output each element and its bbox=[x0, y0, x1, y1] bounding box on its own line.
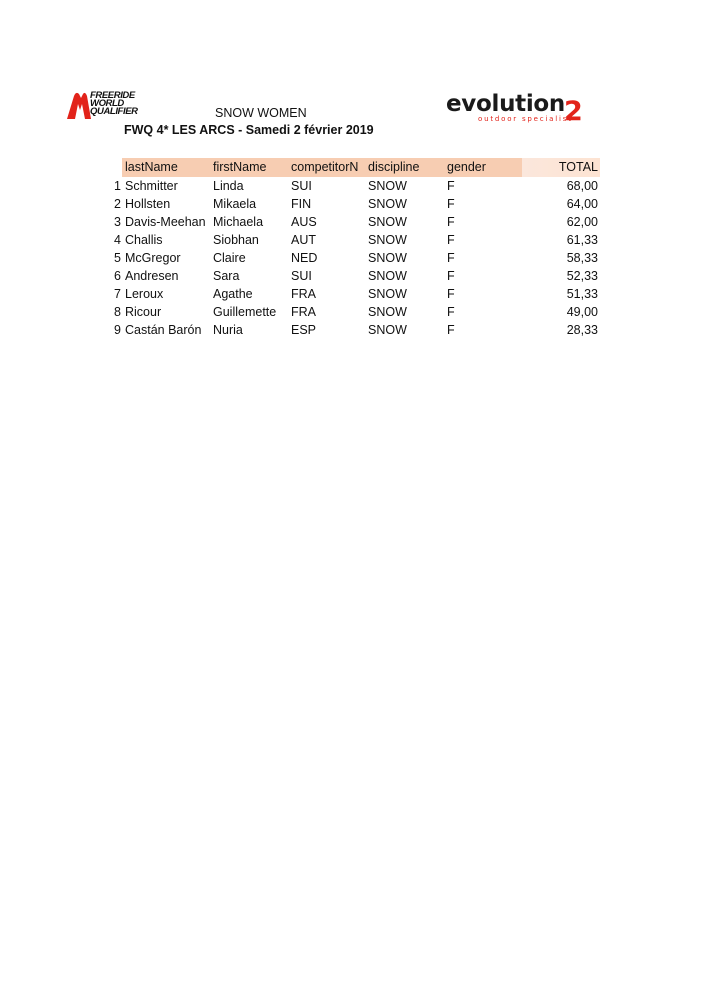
table-row bbox=[108, 177, 600, 195]
table-body bbox=[108, 177, 600, 339]
discipline-cell: SNOW bbox=[368, 197, 407, 211]
table-row bbox=[108, 303, 600, 321]
total-cell: 51,33 bbox=[566, 287, 598, 301]
header-lastname: lastName bbox=[125, 160, 178, 174]
event-title: FWQ 4* LES ARCS - Samedi 2 février 2019 bbox=[124, 123, 374, 137]
discipline-cell: SNOW bbox=[368, 305, 407, 319]
firstname-cell: Sara bbox=[213, 269, 240, 283]
evolution-logo-number: 2 bbox=[564, 96, 583, 127]
table-row bbox=[108, 195, 600, 213]
category-subtitle: SNOW WOMEN bbox=[215, 106, 307, 120]
total-cell: 62,00 bbox=[566, 215, 598, 229]
firstname-cell: Guillemette bbox=[213, 305, 277, 319]
competitor-cell: SUI bbox=[291, 179, 312, 193]
gender-cell: F bbox=[447, 215, 455, 229]
lastname-cell: Schmitter bbox=[125, 179, 178, 193]
table-row bbox=[108, 321, 600, 339]
gender-cell: F bbox=[447, 305, 455, 319]
competitor-cell: SUI bbox=[291, 269, 312, 283]
competitor-cell: FIN bbox=[291, 197, 312, 211]
header-discipline: discipline bbox=[368, 160, 420, 174]
total-cell: 28,33 bbox=[566, 323, 598, 337]
table-row bbox=[108, 249, 600, 267]
rank-cell: 6 bbox=[114, 269, 121, 283]
lastname-cell: Castán Barón bbox=[125, 323, 202, 337]
gender-cell: F bbox=[447, 233, 455, 247]
lastname-cell: Davis-Meehan bbox=[125, 215, 206, 229]
discipline-cell: SNOW bbox=[368, 233, 407, 247]
gender-cell: F bbox=[447, 323, 455, 337]
total-cell: 68,00 bbox=[566, 179, 598, 193]
firstname-cell: Agathe bbox=[213, 287, 253, 301]
total-cell: 61,33 bbox=[566, 233, 598, 247]
header-competitor: competitorN bbox=[291, 160, 359, 174]
firstname-cell: Mikaela bbox=[213, 197, 257, 211]
results-table bbox=[108, 158, 600, 339]
discipline-cell: SNOW bbox=[368, 323, 407, 337]
gender-cell: F bbox=[447, 251, 455, 265]
gender-cell: F bbox=[447, 287, 455, 301]
firstname-cell: Siobhan bbox=[213, 233, 259, 247]
lastname-cell: Ricour bbox=[125, 305, 162, 319]
total-cell: 58,33 bbox=[566, 251, 598, 265]
competitor-cell: AUS bbox=[291, 215, 317, 229]
lastname-cell: Leroux bbox=[125, 287, 164, 301]
fwq-logo-line3: QUALIFIER bbox=[90, 106, 138, 117]
rank-cell: 4 bbox=[114, 233, 121, 247]
table-header-row bbox=[108, 158, 600, 177]
lastname-cell: McGregor bbox=[125, 251, 181, 265]
rank-cell: 8 bbox=[114, 305, 121, 319]
discipline-cell: SNOW bbox=[368, 287, 407, 301]
total-cell: 49,00 bbox=[566, 305, 598, 319]
rank-cell: 5 bbox=[114, 251, 121, 265]
discipline-cell: SNOW bbox=[368, 251, 407, 265]
rank-cell: 1 bbox=[114, 179, 121, 193]
table-row bbox=[108, 231, 600, 249]
table-row bbox=[108, 213, 600, 231]
total-cell: 52,33 bbox=[566, 269, 598, 283]
rank-cell: 2 bbox=[114, 197, 121, 211]
discipline-cell: SNOW bbox=[368, 215, 407, 229]
competitor-cell: FRA bbox=[291, 305, 316, 319]
freeride-world-qualifier-logo bbox=[66, 88, 146, 122]
table-row bbox=[108, 267, 600, 285]
gender-cell: F bbox=[447, 269, 455, 283]
header-firstname: firstName bbox=[213, 160, 267, 174]
header-gender: gender bbox=[447, 160, 486, 174]
fwq-logo-line1: FREERIDE bbox=[90, 90, 135, 101]
lastname-cell: Hollsten bbox=[125, 197, 171, 211]
discipline-cell: SNOW bbox=[368, 269, 407, 283]
rank-cell: 7 bbox=[114, 287, 121, 301]
firstname-cell: Nuria bbox=[213, 323, 243, 337]
lastname-cell: Challis bbox=[125, 233, 163, 247]
lastname-cell: Andresen bbox=[125, 269, 179, 283]
header-total: TOTAL bbox=[558, 160, 598, 174]
gender-cell: F bbox=[447, 197, 455, 211]
firstname-cell: Linda bbox=[213, 179, 244, 193]
mountain-logo-icon bbox=[66, 90, 92, 120]
evolution-logo-tagline: outdoor specialist bbox=[478, 115, 573, 123]
competitor-cell: FRA bbox=[291, 287, 316, 301]
competitor-cell: NED bbox=[291, 251, 318, 265]
table-row bbox=[108, 285, 600, 303]
evolution-logo-word: evolution bbox=[446, 91, 566, 117]
firstname-cell: Claire bbox=[213, 251, 246, 265]
evolution2-logo bbox=[446, 92, 591, 126]
discipline-cell: SNOW bbox=[368, 179, 407, 193]
firstname-cell: Michaela bbox=[213, 215, 264, 229]
competitor-cell: AUT bbox=[291, 233, 316, 247]
gender-cell: F bbox=[447, 179, 455, 193]
total-cell: 64,00 bbox=[566, 197, 598, 211]
rank-cell: 9 bbox=[114, 323, 121, 337]
fwq-logo-line2: WORLD bbox=[90, 98, 124, 109]
rank-cell: 3 bbox=[114, 215, 121, 229]
competitor-cell: ESP bbox=[291, 323, 317, 337]
